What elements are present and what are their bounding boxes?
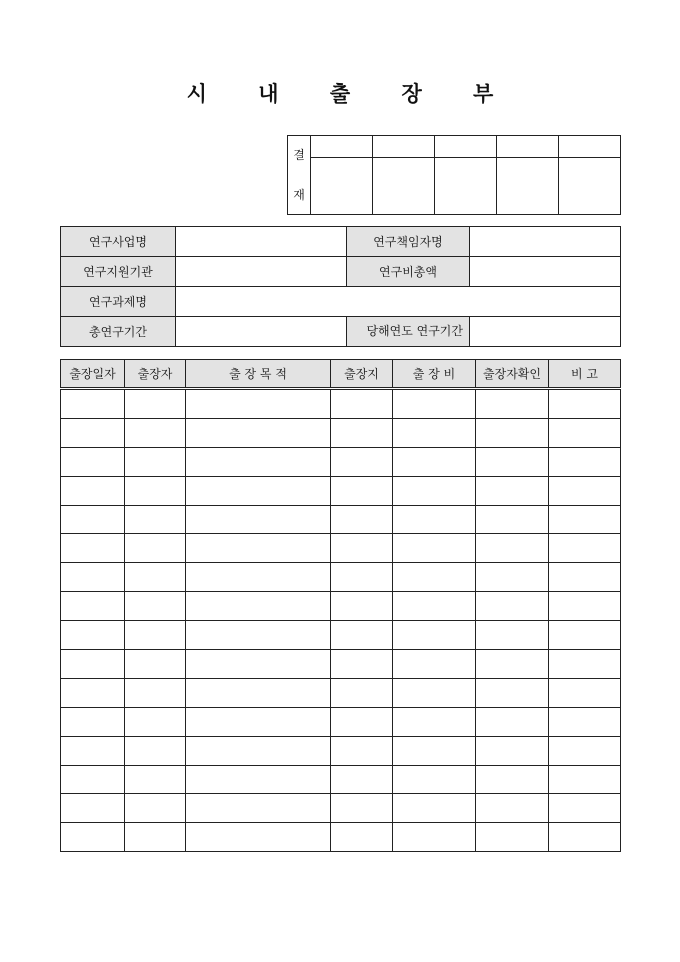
confirmation-cell[interactable] (476, 505, 549, 534)
traveler-cell[interactable] (125, 447, 186, 476)
approval-title-4[interactable] (497, 136, 559, 158)
date-cell[interactable] (61, 505, 125, 534)
traveler-cell[interactable] (125, 505, 186, 534)
table-row (61, 534, 621, 563)
confirmation-cell[interactable] (476, 765, 549, 794)
traveler-cell[interactable] (125, 736, 186, 765)
year-period-row (347, 317, 621, 347)
destination-cell[interactable] (331, 534, 393, 563)
pi-field[interactable] (470, 227, 621, 257)
remarks-cell[interactable] (549, 476, 621, 505)
confirmation-cell[interactable] (476, 736, 549, 765)
expense-cell[interactable] (393, 505, 476, 534)
header-date: 출장일자 (61, 360, 125, 389)
expense-cell[interactable] (393, 707, 476, 736)
destination-cell[interactable] (331, 650, 393, 679)
header-traveler: 출장자 (125, 360, 186, 389)
date-cell[interactable] (61, 765, 125, 794)
confirmation-cell[interactable] (476, 389, 549, 419)
purpose-cell[interactable] (186, 505, 331, 534)
table-row (61, 389, 621, 419)
destination-cell[interactable] (331, 447, 393, 476)
date-cell[interactable] (61, 447, 125, 476)
expense-cell[interactable] (393, 563, 476, 592)
date-cell[interactable] (61, 534, 125, 563)
task-label: 연구과제명 (61, 287, 176, 317)
year-period-field[interactable] (469, 317, 620, 346)
confirmation-cell[interactable] (476, 592, 549, 621)
approval-box (287, 135, 621, 215)
destination-cell[interactable] (331, 389, 393, 419)
confirmation-cell[interactable] (476, 621, 549, 650)
table-row (61, 621, 621, 650)
confirmation-cell[interactable] (476, 418, 549, 447)
destination-cell[interactable] (331, 563, 393, 592)
purpose-cell[interactable] (186, 389, 331, 419)
header-confirmation: 출장자확인 (476, 360, 549, 389)
purpose-cell[interactable] (186, 823, 331, 852)
budget-label: 연구비총액 (347, 257, 470, 287)
confirmation-cell[interactable] (476, 823, 549, 852)
approval-sign-1[interactable] (311, 158, 373, 215)
table-row (61, 563, 621, 592)
table-row (61, 650, 621, 679)
expense-cell[interactable] (393, 736, 476, 765)
remarks-cell[interactable] (549, 563, 621, 592)
expense-cell[interactable] (393, 650, 476, 679)
header-destination: 출장지 (331, 360, 393, 389)
confirmation-cell[interactable] (476, 650, 549, 679)
approval-title-2[interactable] (373, 136, 435, 158)
expense-cell[interactable] (393, 765, 476, 794)
expense-cell[interactable] (393, 476, 476, 505)
table-row (61, 678, 621, 707)
expense-cell[interactable] (393, 823, 476, 852)
purpose-cell[interactable] (186, 592, 331, 621)
remarks-cell[interactable] (549, 621, 621, 650)
approval-sign-3[interactable] (435, 158, 497, 215)
expense-cell[interactable] (393, 621, 476, 650)
project-name-label: 연구사업명 (61, 227, 176, 257)
destination-cell[interactable] (331, 736, 393, 765)
traveler-cell[interactable] (125, 476, 186, 505)
traveler-cell[interactable] (125, 794, 186, 823)
approval-label-bottom: 재 (293, 188, 305, 202)
approval-sign-5[interactable] (559, 158, 621, 215)
remarks-cell[interactable] (549, 765, 621, 794)
traveler-cell[interactable] (125, 534, 186, 563)
date-cell[interactable] (61, 678, 125, 707)
table-row (61, 794, 621, 823)
date-cell[interactable] (61, 794, 125, 823)
date-cell[interactable] (61, 823, 125, 852)
approval-label-top: 결 (293, 148, 305, 162)
header-purpose: 출 장 목 적 (186, 360, 331, 389)
destination-cell[interactable] (331, 823, 393, 852)
purpose-cell[interactable] (186, 794, 331, 823)
table-row (61, 505, 621, 534)
destination-cell[interactable] (331, 621, 393, 650)
confirmation-cell[interactable] (476, 794, 549, 823)
traveler-cell[interactable] (125, 707, 186, 736)
remarks-cell[interactable] (549, 447, 621, 476)
project-name-field[interactable] (176, 227, 347, 257)
table-row (61, 736, 621, 765)
approval-sign-4[interactable] (497, 158, 559, 215)
purpose-cell[interactable] (186, 447, 331, 476)
project-info-table (60, 226, 621, 347)
date-cell[interactable] (61, 476, 125, 505)
purpose-cell[interactable] (186, 765, 331, 794)
purpose-cell[interactable] (186, 678, 331, 707)
approval-sign-2[interactable] (373, 158, 435, 215)
expense-cell[interactable] (393, 794, 476, 823)
remarks-cell[interactable] (549, 650, 621, 679)
period-label: 총연구기간 (61, 317, 176, 347)
year-period-label: 당해연도 연구기간 (366, 324, 463, 338)
purpose-cell[interactable] (186, 736, 331, 765)
confirmation-cell[interactable] (476, 476, 549, 505)
remarks-cell[interactable] (549, 736, 621, 765)
purpose-cell[interactable] (186, 418, 331, 447)
task-field[interactable] (176, 287, 621, 317)
purpose-cell[interactable] (186, 534, 331, 563)
budget-field[interactable] (470, 257, 621, 287)
document-title: 시 내 출 장 부 (186, 81, 516, 106)
traveler-cell[interactable] (125, 592, 186, 621)
agency-field[interactable] (176, 257, 347, 287)
approval-label (288, 136, 311, 215)
date-cell[interactable] (61, 563, 125, 592)
remarks-cell[interactable] (549, 823, 621, 852)
approval-title-5[interactable] (559, 136, 621, 158)
remarks-cell[interactable] (549, 707, 621, 736)
destination-cell[interactable] (331, 505, 393, 534)
agency-label: 연구지원기관 (61, 257, 176, 287)
date-cell[interactable] (61, 621, 125, 650)
header-remarks: 비 고 (549, 360, 621, 389)
traveler-cell[interactable] (125, 678, 186, 707)
table-row (61, 447, 621, 476)
pi-label: 연구책임자명 (347, 227, 470, 257)
traveler-cell[interactable] (125, 389, 186, 419)
period-field[interactable] (176, 317, 347, 347)
purpose-cell[interactable] (186, 563, 331, 592)
expense-cell[interactable] (393, 534, 476, 563)
purpose-cell[interactable] (186, 707, 331, 736)
confirmation-cell[interactable] (476, 707, 549, 736)
purpose-cell[interactable] (186, 476, 331, 505)
confirmation-cell[interactable] (476, 534, 549, 563)
date-cell[interactable] (61, 707, 125, 736)
destination-cell[interactable] (331, 476, 393, 505)
date-cell[interactable] (61, 650, 125, 679)
destination-cell[interactable] (331, 592, 393, 621)
table-row (61, 592, 621, 621)
expense-cell[interactable] (393, 447, 476, 476)
table-row (61, 476, 621, 505)
expense-cell[interactable] (393, 389, 476, 419)
destination-cell[interactable] (331, 765, 393, 794)
destination-cell[interactable] (331, 794, 393, 823)
expense-cell[interactable] (393, 418, 476, 447)
remarks-cell[interactable] (549, 505, 621, 534)
expense-cell[interactable] (393, 678, 476, 707)
purpose-cell[interactable] (186, 650, 331, 679)
remarks-cell[interactable] (549, 418, 621, 447)
traveler-cell[interactable] (125, 418, 186, 447)
date-cell[interactable] (61, 736, 125, 765)
traveler-cell[interactable] (125, 650, 186, 679)
date-cell[interactable] (61, 592, 125, 621)
destination-cell[interactable] (331, 418, 393, 447)
remarks-cell[interactable] (549, 534, 621, 563)
approval-title-1[interactable] (311, 136, 373, 158)
remarks-cell[interactable] (549, 678, 621, 707)
purpose-cell[interactable] (186, 621, 331, 650)
destination-cell[interactable] (331, 707, 393, 736)
approval-title-3[interactable] (435, 136, 497, 158)
traveler-cell[interactable] (125, 563, 186, 592)
traveler-cell[interactable] (125, 765, 186, 794)
trip-log-header (61, 360, 621, 389)
date-cell[interactable] (61, 389, 125, 419)
date-cell[interactable] (61, 418, 125, 447)
confirmation-cell[interactable] (476, 447, 549, 476)
header-expense: 출 장 비 (393, 360, 476, 389)
table-row (61, 765, 621, 794)
confirmation-cell[interactable] (476, 678, 549, 707)
table-row (61, 707, 621, 736)
remarks-cell[interactable] (549, 592, 621, 621)
remarks-cell[interactable] (549, 794, 621, 823)
traveler-cell[interactable] (125, 621, 186, 650)
remarks-cell[interactable] (549, 389, 621, 419)
traveler-cell[interactable] (125, 823, 186, 852)
table-row (61, 418, 621, 447)
expense-cell[interactable] (393, 592, 476, 621)
destination-cell[interactable] (331, 678, 393, 707)
table-row (61, 823, 621, 852)
confirmation-cell[interactable] (476, 563, 549, 592)
trip-log-table (60, 359, 621, 852)
